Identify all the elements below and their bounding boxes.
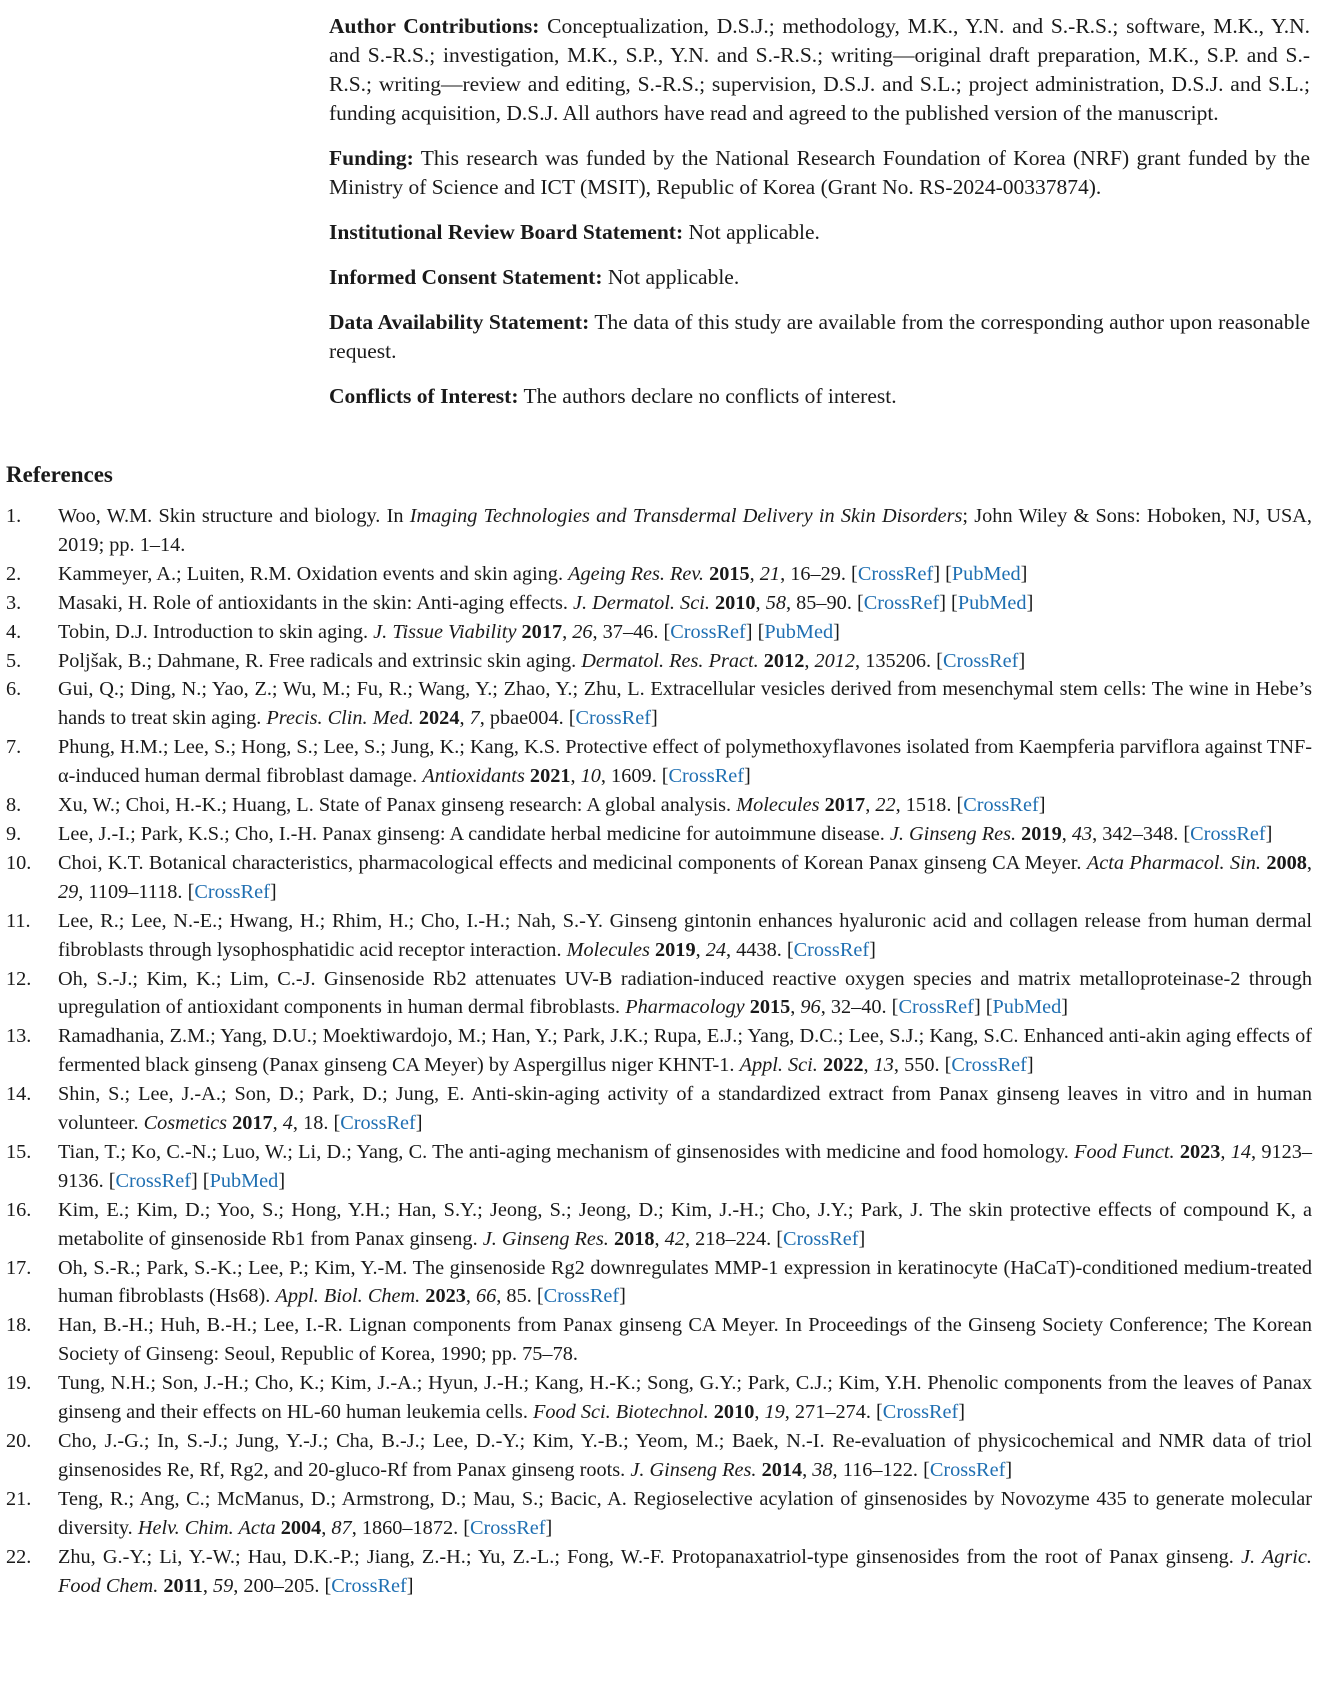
reference-volume: 7 xyxy=(469,707,480,730)
reference-volume: 21 xyxy=(759,562,781,585)
reference-year: 2010 xyxy=(713,1401,755,1424)
reference-year: 2004 xyxy=(280,1516,322,1539)
reference-item xyxy=(6,502,1312,560)
reference-item: 7. Phung, H.M.; Lee, S.; Hong, S.; Lee, S.; Jung, K.; Kang, K.S. Protective effect of polymethoxyflavones isolated from Kaempferia parviflora against TNF-α-induced human dermal fibroblast damage. Antioxidants 2021, 10, 1609. [CrossRef] xyxy=(6,733,1312,791)
reference-pages: 1609. xyxy=(611,765,657,788)
reference-journal: Food Funct. xyxy=(1074,1140,1175,1163)
crossref-link[interactable]: CrossRef xyxy=(331,1574,407,1597)
reference-volume: 38 xyxy=(812,1458,833,1481)
reference-volume: 13 xyxy=(873,1054,894,1077)
reference-volume: 66 xyxy=(476,1285,497,1308)
statement-label: Conflicts of Interest: xyxy=(329,384,519,408)
reference-number: 14. xyxy=(6,1083,32,1106)
reference-journal: Cosmetics xyxy=(143,1112,227,1135)
reference-volume: 42 xyxy=(664,1227,685,1250)
reference-authors-title: Xu, W.; Choi, H.-K.; Huang, L. State of Panax ginseng research: A global analysis. xyxy=(58,794,737,817)
reference-pages: 18. xyxy=(303,1112,329,1135)
reference-volume: 26 xyxy=(572,620,593,643)
pubmed-link[interactable]: PubMed xyxy=(957,591,1027,614)
reference-journal: J. Ginseng Res. xyxy=(482,1227,609,1250)
reference-year: 2017 xyxy=(521,620,563,643)
reference-number: 12. xyxy=(6,967,32,990)
references-heading: References xyxy=(6,462,113,487)
crossref-link[interactable]: CrossRef xyxy=(543,1285,620,1308)
reference-item: 4. Tobin, D.J. Introduction to skin aging. J. Tissue Viability 2017, 26, 37–46. [CrossRef] [PubMed] xyxy=(6,618,1312,647)
reference-year: 2017 xyxy=(824,794,866,817)
reference-authors-title: Zhu, G.-Y.; Li, Y.-W.; Hau, D.K.-P.; Jiang, Z.-H.; Yu, Z.-L.; Fong, W.-F. Protopanaxatriol-type ginsenosides from the root of Panax ginseng. xyxy=(58,1545,1241,1568)
reference-volume: 2012 xyxy=(814,649,856,672)
reference-number: 13. xyxy=(6,1025,32,1048)
reference-pages: 550. xyxy=(904,1054,940,1077)
crossref-link[interactable]: CrossRef xyxy=(951,1054,1027,1077)
reference-item: 16. Kim, E.; Kim, D.; Yoo, S.; Hong, Y.H.; Han, S.Y.; Jeong, S.; Jeong, D.; Kim, J.-H.; Cho, J.Y.; Park, J. The skin protective effects of compound K, a metabolite of ginsenoside Rb1 from Panax ginseng. J. Ginseng Res. 2018, 42, 218–224. [CrossRef] xyxy=(6,1196,1312,1254)
reference-pages: 37–46. xyxy=(602,620,659,643)
reference-pages: 218–224. xyxy=(695,1227,772,1250)
reference-number: 10. xyxy=(6,851,32,874)
reference-year: 2021 xyxy=(529,765,571,788)
reference-journal: Pharmacology xyxy=(625,996,745,1019)
reference-year: 2024 xyxy=(418,707,460,730)
reference-journal: Food Sci. Biotechnol. xyxy=(532,1401,709,1424)
crossref-link[interactable]: CrossRef xyxy=(793,938,870,961)
crossref-link[interactable]: CrossRef xyxy=(863,591,940,614)
reference-year: 2017 xyxy=(232,1112,273,1135)
reference-item: 13. Ramadhania, Z.M.; Yang, D.U.; Moektiwardojo, M.; Han, Y.; Park, J.K.; Rupa, E.J.; Yang, D.C.; Lee, S.J.; Kang, S.C. Enhanced anti-akin aging effects of fermented black ginseng (Panax ginseng CA Meyer) by Aspergillus niger KHNT-1. Appl. Sci. 2022, 13, 550. [CrossRef] xyxy=(6,1022,1312,1080)
reference-item: 21. Teng, R.; Ang, C.; McManus, D.; Armstrong, D.; Mau, S.; Bacic, A. Regioselective acylation of ginsenosides by Novozyme 435 to generate molecular diversity. Helv. Chim. Acta 2004, 87, 1860–1872. [CrossRef] xyxy=(6,1485,1312,1543)
reference-number: 8. xyxy=(6,794,22,817)
reference-item: 10. Choi, K.T. Botanical characteristics, pharmacological effects and medicinal components of Korean Panax ginseng CA Meyer. Acta Pharmacol. Sin. 2008, 29, 1109–1118. [CrossRef] xyxy=(6,849,1312,907)
reference-pages: 16–29. xyxy=(790,562,846,585)
statement-text: The data of this study are available from the corresponding author upon reasonable request. xyxy=(329,310,1310,363)
statement-label: Institutional Review Board Statement: xyxy=(329,220,684,244)
reference-number: 18. xyxy=(6,1314,32,1337)
crossref-link[interactable]: CrossRef xyxy=(670,620,746,643)
reference-item: 3. Masaki, H. Role of antioxidants in the skin: Anti-aging effects. J. Dermatol. Sci. 2010, 58, 85–90. [CrossRef] [PubMed] xyxy=(6,589,1312,618)
reference-journal: Molecules xyxy=(736,794,820,817)
reference-volume: 59 xyxy=(212,1574,234,1597)
reference-authors-title: Teng, R.; Ang, C.; McManus, D.; Armstrong, D.; Mau, S.; Bacic, A. Regioselective acylation of ginsenosides by Novozyme 435 to generate molecular diversity. xyxy=(58,1487,1312,1539)
reference-item: 20. Cho, J.-G.; In, S.-J.; Jung, Y.-J.; Cha, B.-J.; Lee, D.-Y.; Kim, Y.-B.; Yeom, M.; Baek, N.-I. Re-evaluation of physicochemical and NMR data of triol ginsenosides Re, Rf, Rg2, and 20-gluco-Rf from Panax ginseng roots. J. Ginseng Res. 2014, 38, 116–122. [CrossRef] xyxy=(6,1427,1312,1485)
reference-authors-title: Tobin, D.J. Introduction to skin aging. xyxy=(58,620,374,643)
reference-journal: J. Ginseng Res. xyxy=(630,1458,757,1481)
crossref-link[interactable]: CrossRef xyxy=(575,707,651,730)
reference-pages: 200–205. xyxy=(243,1574,320,1597)
reference-item: 5. Poljšak, B.; Dahmane, R. Free radicals and extrinsic skin aging. Dermatol. Res. Pract. 2012, 2012, 135206. [CrossRef] xyxy=(6,647,1312,676)
reference-number: 16. xyxy=(6,1198,32,1221)
reference-authors-title: Cho, J.-G.; In, S.-J.; Jung, Y.-J.; Cha, B.-J.; Lee, D.-Y.; Kim, Y.-B.; Yeom, M.; Baek, N.-I. Re-evaluation of physicochemical and NMR data of triol ginsenosides Re, Rf, Rg2, and 20-gluco-Rf from Panax ginseng roots. xyxy=(58,1430,1312,1481)
reference-item: 11. Lee, R.; Lee, N.-E.; Hwang, H.; Rhim, H.; Cho, I.-H.; Nah, S.-Y. Ginseng gintonin enhances hyaluronic acid and collagen release from human dermal fibroblasts through lysophosphatidic acid receptor interaction. Molecules 2019, 24, 4438. [CrossRef] xyxy=(6,907,1312,965)
reference-pages: 9123–9136. xyxy=(58,1140,1313,1192)
statement-label: Funding: xyxy=(329,146,414,170)
reference-journal: Helv. Chim. Acta xyxy=(137,1516,276,1539)
crossref-link[interactable]: CrossRef xyxy=(882,1401,959,1424)
statement-paragraph xyxy=(329,218,1310,247)
crossref-link[interactable]: CrossRef xyxy=(194,880,270,903)
statement-label: Author Contributions: xyxy=(329,14,540,38)
reference-pages: 271–274. xyxy=(794,1401,871,1424)
reference-authors-title: Tian, T.; Ko, C.-N.; Luo, W.; Li, D.; Yang, C. The anti-aging mechanism of ginsenosides with medicine and food homology. xyxy=(58,1140,1075,1163)
statement-paragraph xyxy=(329,144,1310,202)
crossref-link[interactable]: CrossRef xyxy=(470,1516,546,1539)
reference-year: 2023 xyxy=(425,1285,466,1308)
reference-year: 2019 xyxy=(655,938,696,961)
reference-authors-title: Woo, W.M. Skin structure and biology. In xyxy=(58,505,410,527)
reference-year: 2012 xyxy=(763,649,805,672)
reference-number: 15. xyxy=(6,1140,32,1163)
statement-paragraph xyxy=(329,263,1310,292)
statement-text: Not applicable. xyxy=(683,220,820,244)
reference-volume: 87 xyxy=(331,1516,352,1539)
crossref-link[interactable]: CrossRef xyxy=(1190,822,1266,845)
crossref-link[interactable]: CrossRef xyxy=(929,1458,1006,1481)
reference-authors-title: Han, B.-H.; Huh, B.-H.; Lee, I.-R. Lignan components from Panax ginseng CA Meyer. In Proceedings of the Ginseng Society Conference; The Korean Society of Ginseng: Seoul, Republic of Korea, 1990; pp. 75–78. xyxy=(58,1314,1312,1366)
reference-authors-title: Tung, N.H.; Son, J.-H.; Cho, K.; Kim, J.-A.; Hyun, J.-H.; Kang, H.-K.; Song, G.Y.; Park, C.J.; Kim, Y.H. Phenolic components from the leaves of Panax ginseng and their effects on HL-60 human leukemia cells. xyxy=(58,1372,1312,1424)
reference-journal: J. Dermatol. Sci. xyxy=(573,591,710,614)
reference-authors-title: Oh, S.-R.; Park, S.-K.; Lee, P.; Kim, Y.-M. The ginsenoside Rg2 downregulates MMP-1 expression in keratinocyte (HaCaT)-conditioned medium-treated human fibroblasts (Hs68). xyxy=(58,1256,1312,1308)
reference-authors-title: Shin, S.; Lee, J.-A.; Son, D.; Park, D.; Jung, E. Anti-skin-aging activity of a standardized extract from Panax ginseng leaves in vitro and in human volunteer. xyxy=(58,1083,1312,1135)
crossref-link[interactable]: CrossRef xyxy=(782,1227,859,1250)
reference-list xyxy=(6,502,1312,1600)
reference-item: 12. Oh, S.-J.; Kim, K.; Lim, C.-J. Ginsenoside Rb2 attenuates UV-B radiation-induced reactive oxygen species and matrix metalloproteinase-2 through upregulation of antioxidant components in human dermal fibroblasts. Pharmacology 2015, 96, 32–40. [CrossRef] [PubMed] xyxy=(6,965,1312,1023)
reference-authors-title: Lee, R.; Lee, N.-E.; Hwang, H.; Rhim, H.; Cho, I.-H.; Nah, S.-Y. Ginseng gintonin enhances hyaluronic acid and collagen release from human dermal fibroblasts through lysophosphatidic acid receptor interaction. xyxy=(58,909,1312,961)
reference-volume: 96 xyxy=(800,996,821,1019)
reference-pages: 135206. xyxy=(865,649,932,672)
reference-journal: J. Ginseng Res. xyxy=(889,822,1017,845)
statement-text: This research was funded by the National Research Foundation of Korea (NRF) grant funded by the Ministry of Science and ICT (MSIT), Republic of Korea (Grant No. RS-2024-00337874). xyxy=(329,146,1310,199)
reference-authors-title: Ramadhania, Z.M.; Yang, D.U.; Moektiwardojo, M.; Han, Y.; Park, J.K.; Rupa, E.J.; Yang, D.C.; Lee, S.J.; Kang, S.C. Enhanced anti-akin aging effects of fermented black ginseng (Panax ginseng CA Meyer) by Aspergillus niger KHNT-1. xyxy=(58,1025,1312,1077)
reference-journal: Appl. Sci. xyxy=(739,1054,818,1077)
reference-item: 2. Kammeyer, A.; Luiten, R.M. Oxidation events and skin aging. Ageing Res. Rev. 2015, 21, 16–29. [CrossRef] [PubMed] xyxy=(6,560,1312,589)
statement-text: The authors declare no conflicts of interest. xyxy=(518,384,897,408)
reference-year: 2019 xyxy=(1021,822,1062,845)
reference-volume: 10 xyxy=(580,765,601,788)
reference-pages: 4438. xyxy=(736,938,782,961)
crossref-link[interactable]: CrossRef xyxy=(115,1169,191,1192)
reference-journal: Molecules xyxy=(566,938,650,961)
reference-item: 9. Lee, J.-I.; Park, K.S.; Cho, I.-H. Panax ginseng: A candidate herbal medicine for autoimmune disease. J. Ginseng Res. 2019, 43, 342–348. [CrossRef] xyxy=(6,820,1312,849)
reference-year: 2015 xyxy=(709,562,750,585)
reference-item xyxy=(6,1311,1312,1369)
reference-item: 14. Shin, S.; Lee, J.-A.; Son, D.; Park, D.; Jung, E. Anti-skin-aging activity of a standardized extract from Panax ginseng leaves in vitro and in human volunteer. Cosmetics 2017, 4, 18. [CrossRef] xyxy=(6,1080,1312,1138)
reference-number: 11. xyxy=(6,909,31,932)
reference-pages: 1860–1872. xyxy=(361,1516,459,1539)
reference-volume: 24 xyxy=(705,938,726,961)
reference-year: 2010 xyxy=(714,591,756,614)
pubmed-link[interactable]: PubMed xyxy=(951,562,1021,585)
reference-journal: Appl. Biol. Chem. xyxy=(275,1285,421,1308)
reference-pages: 85. xyxy=(506,1285,532,1308)
reference-pages: 116–122. xyxy=(842,1458,918,1481)
reference-journal: Imaging Technologies and Transdermal Delivery in Skin Disorders xyxy=(409,505,963,527)
reference-number: 7. xyxy=(6,736,22,759)
crossref-link[interactable]: CrossRef xyxy=(857,562,934,585)
reference-journal: J. Agric. Food Chem. xyxy=(58,1545,1312,1597)
statement-label: Informed Consent Statement: xyxy=(329,265,603,289)
reference-item: 19. Tung, N.H.; Son, J.-H.; Cho, K.; Kim, J.-A.; Hyun, J.-H.; Kang, H.-K.; Song, G.Y.; Park, C.J.; Kim, Y.H. Phenolic components from the leaves of Panax ginseng and their effects on HL-60 human leukemia cells. Food Sci. Biotechnol. 2010, 19, 271–274. [CrossRef] xyxy=(6,1369,1312,1427)
reference-year: 2008 xyxy=(1266,851,1307,874)
reference-authors-title: Lee, J.-I.; Park, K.S.; Cho, I.-H. Panax ginseng: A candidate herbal medicine for autoimmune disease. xyxy=(58,822,890,845)
reference-journal: Antioxidants xyxy=(422,765,525,788)
reference-item: 22. Zhu, G.-Y.; Li, Y.-W.; Hau, D.K.-P.; Jiang, Z.-H.; Yu, Z.-L.; Fong, W.-F. Protopanaxatriol-type ginsenosides from the root of Panax ginseng. J. Agric. Food Chem. 2011, 59, 200–205. [CrossRef] xyxy=(6,1543,1312,1601)
statement-text: Not applicable. xyxy=(602,265,740,289)
reference-volume: 22 xyxy=(875,794,896,817)
crossref-link[interactable]: CrossRef xyxy=(668,765,745,788)
reference-year: 2018 xyxy=(613,1227,655,1250)
reference-journal: Precis. Clin. Med. xyxy=(266,707,414,730)
reference-number: 6. xyxy=(6,678,22,701)
reference-year: 2015 xyxy=(749,996,791,1019)
crossref-link[interactable]: CrossRef xyxy=(340,1112,416,1135)
reference-number: 2. xyxy=(6,562,22,585)
reference-pages: 1518. xyxy=(905,794,952,817)
reference-authors-title: Poljšak, B.; Dahmane, R. Free radicals and extrinsic skin aging. xyxy=(58,649,582,672)
crossref-link[interactable]: CrossRef xyxy=(898,996,974,1019)
reference-number: 20. xyxy=(6,1430,32,1452)
statement-paragraph xyxy=(329,382,1310,411)
reference-authors-title: Kim, E.; Kim, D.; Yoo, S.; Hong, Y.H.; Han, S.Y.; Jeong, S.; Jeong, D.; Kim, J.-H.; Cho, J.Y.; Park, J. The skin protective effects of compound K, a metabolite of ginsenoside Rb1 from Panax ginseng. xyxy=(58,1198,1312,1250)
reference-number: 3. xyxy=(6,591,22,614)
reference-item: 17. Oh, S.-R.; Park, S.-K.; Lee, P.; Kim, Y.-M. The ginsenoside Rg2 downregulates MMP-1 expression in keratinocyte (HaCaT)-conditioned medium-treated human fibroblasts (Hs68). Appl. Biol. Chem. 2023, 66, 85. [CrossRef] xyxy=(6,1254,1312,1312)
reference-journal: Acta Pharmacol. Sin. xyxy=(1086,851,1261,874)
reference-authors-title: Phung, H.M.; Lee, S.; Hong, S.; Lee, S.; Jung, K.; Kang, K.S. Protective effect of polymethoxyflavones isolated from Kaempferia parviflora against TNF-α-induced human dermal fibroblast damage. xyxy=(58,736,1312,788)
reference-journal: Ageing Res. Rev. xyxy=(568,562,704,585)
reference-authors-title: Kammeyer, A.; Luiten, R.M. Oxidation events and skin aging. xyxy=(58,562,569,585)
reference-number: 4. xyxy=(6,620,22,643)
reference-item: 6. Gui, Q.; Ding, N.; Yao, Z.; Wu, M.; Fu, R.; Wang, Y.; Zhao, Y.; Zhu, L. Extracellular vesicles derived from mesenchymal stem cells: The wine in Hebe’s hands to treat skin aging. Precis. Clin. Med. 2024, 7, pbae004. [CrossRef] xyxy=(6,675,1312,733)
crossref-link[interactable]: CrossRef xyxy=(942,649,1019,672)
reference-number: 1. xyxy=(6,505,22,527)
pubmed-link[interactable]: PubMed xyxy=(992,996,1062,1019)
reference-year: 2014 xyxy=(761,1458,803,1481)
back-matter-statements xyxy=(329,12,1310,427)
reference-pages: 85–90. xyxy=(796,591,852,614)
crossref-link[interactable]: CrossRef xyxy=(963,794,1039,817)
reference-authors-title: Oh, S.-J.; Kim, K.; Lim, C.-J. Ginsenoside Rb2 attenuates UV-B radiation-induced reactive oxygen species and matrix metalloproteinase-2 through upregulation of antioxidant components in human dermal fibroblasts. xyxy=(58,967,1312,1019)
reference-volume: 14 xyxy=(1230,1140,1251,1163)
reference-item: 8. Xu, W.; Choi, H.-K.; Huang, L. State of Panax ginseng research: A global analysis. Molecules 2017, 22, 1518. [CrossRef] xyxy=(6,791,1312,820)
reference-volume: 29 xyxy=(58,880,79,903)
reference-pages: pbae004. xyxy=(489,707,564,730)
reference-year: 2011 xyxy=(163,1574,203,1597)
reference-volume: 19 xyxy=(764,1401,785,1424)
reference-volume: 43 xyxy=(1071,822,1093,845)
statement-text: Conceptualization, D.S.J.; methodology, M.K., Y.N. and S.-R.S.; software, M.K., Y.N. and S.-R.S.; investigation, M.K., S.P., Y.N. and S.-R.S.; writing—original draft preparation, M.K., S.P. and S.-R.S.; writing—review and editing, S.-R.S.; supervision, D.S.J. and S.L.; project administration, D.S.J. and S.L.; funding acquisition, D.S.J. All authors have read and agreed to the published version of the manuscript. xyxy=(329,14,1310,125)
statement-label: Data Availability Statement: xyxy=(329,310,590,334)
reference-journal: Dermatol. Res. Pract. xyxy=(581,649,759,672)
reference-number: 9. xyxy=(6,822,22,845)
reference-number: 22. xyxy=(6,1545,32,1568)
statement-paragraph xyxy=(329,308,1310,366)
reference-year: 2023 xyxy=(1179,1140,1221,1163)
reference-pages: 1109–1118. xyxy=(88,880,183,903)
reference-authors-title: Choi, K.T. Botanical characteristics, pharmacological effects and medicinal components of Korean Panax ginseng CA Meyer. xyxy=(58,851,1087,874)
statement-paragraph xyxy=(329,12,1310,128)
reference-year: 2022 xyxy=(822,1054,864,1077)
reference-pages: 342–348. xyxy=(1102,822,1179,845)
reference-item: 15. Tian, T.; Ko, C.-N.; Luo, W.; Li, D.; Yang, C. The anti-aging mechanism of ginsenosides with medicine and food homology. Food Funct. 2023, 14, 9123–9136. [CrossRef] [PubMed] xyxy=(6,1138,1312,1196)
reference-number: 19. xyxy=(6,1372,32,1395)
reference-number: 5. xyxy=(6,649,22,672)
reference-authors-title: Gui, Q.; Ding, N.; Yao, Z.; Wu, M.; Fu, R.; Wang, Y.; Zhao, Y.; Zhu, L. Extracellular vesicles derived from mesenchymal stem cells: The wine in Hebe’s hands to treat skin aging. xyxy=(58,678,1312,730)
reference-pages: 32–40. xyxy=(830,996,887,1019)
pubmed-link[interactable]: PubMed xyxy=(209,1169,279,1192)
reference-volume: 58 xyxy=(765,591,786,614)
reference-number: 17. xyxy=(6,1256,32,1279)
reference-authors-title: Masaki, H. Role of antioxidants in the skin: Anti-aging effects. xyxy=(58,591,574,614)
reference-journal: J. Tissue Viability xyxy=(373,620,517,643)
reference-detail: ; John Wiley & Sons: Hoboken, NJ, USA, 2019; pp. 1–14. xyxy=(58,505,1312,556)
pubmed-link[interactable]: PubMed xyxy=(764,620,834,643)
reference-number: 21. xyxy=(6,1487,32,1510)
reference-volume: 4 xyxy=(282,1112,293,1135)
